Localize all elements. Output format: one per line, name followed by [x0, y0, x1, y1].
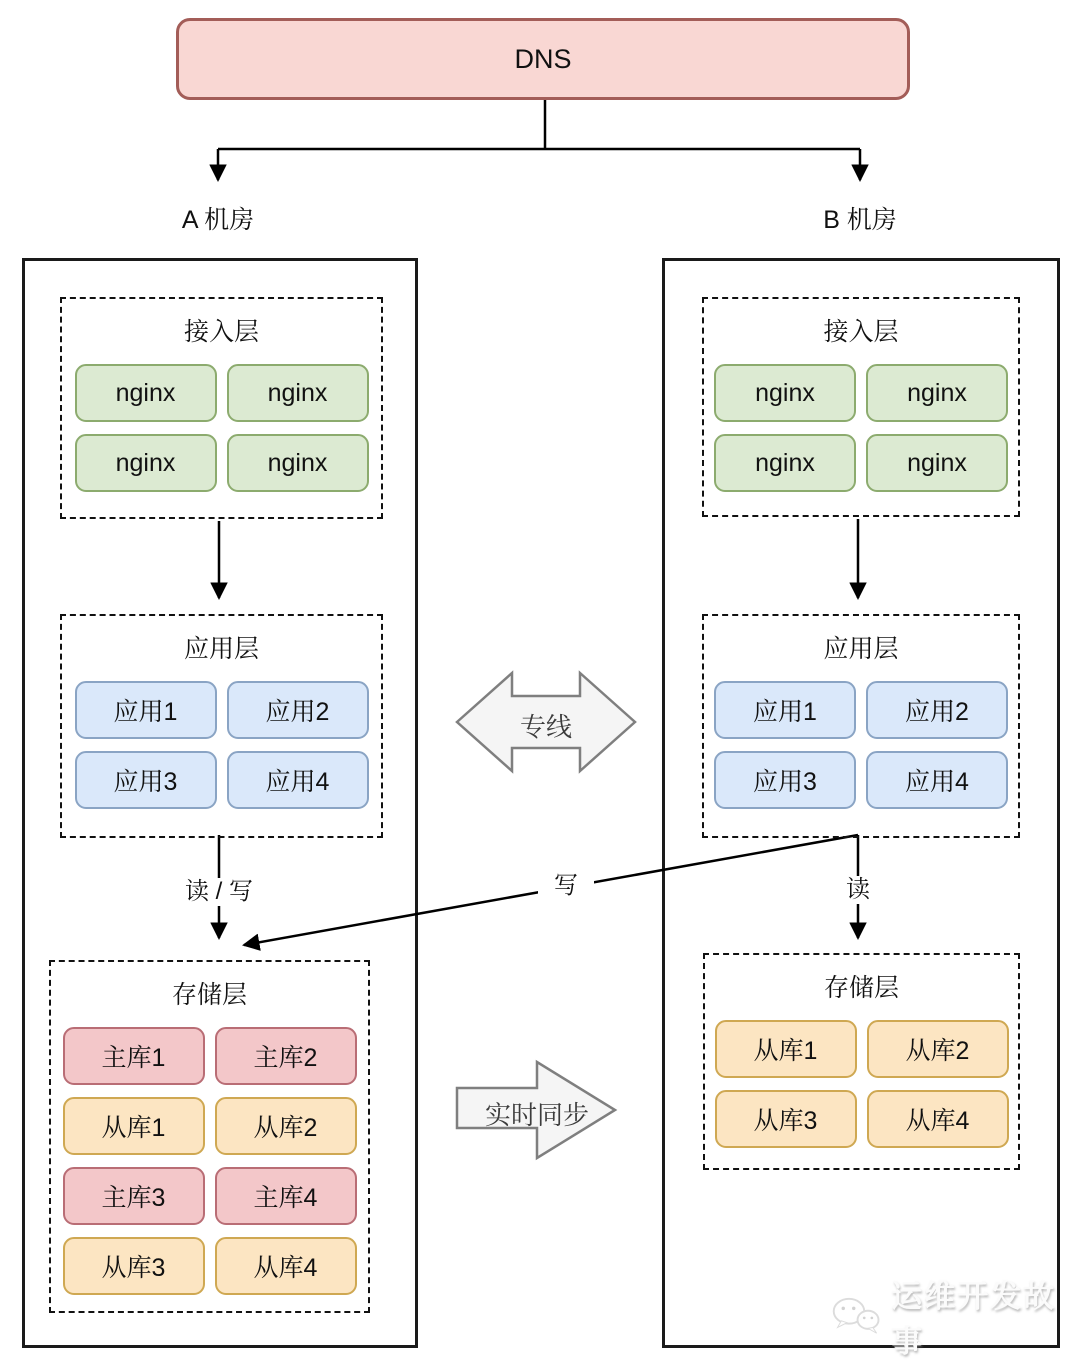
dedicated-line-label: 专线 [519, 712, 572, 742]
watermark [828, 1279, 1080, 1359]
a-app-node-3: 应用3 [75, 751, 217, 809]
a-slave-db-1: 从库1 [63, 1097, 205, 1155]
a-read-write-label: 读 / 写 [169, 878, 269, 906]
a-master-db-2: 主库2 [215, 1027, 357, 1085]
b-app-node-4: 应用4 [866, 751, 1008, 809]
b-app-node-1: 应用1 [714, 681, 856, 739]
a-app-node-1: 应用1 [75, 681, 217, 739]
datacenter-a-title: A 机房 [181, 206, 255, 234]
watermark-text: 运维开发故事 [891, 1279, 1057, 1359]
a-slave-db-2: 从库2 [215, 1097, 357, 1155]
a-nginx-node-3: nginx [75, 434, 217, 492]
b-nginx-node-1: nginx [714, 364, 856, 422]
b-app-layer-title: 应用层 [823, 635, 899, 663]
a-storage-layer [49, 960, 370, 1313]
b-app-node-3: 应用3 [714, 751, 856, 809]
b-slave-db-3: 从库3 [715, 1090, 857, 1148]
wechat-icon [828, 1293, 883, 1339]
a-app-node-2: 应用2 [227, 681, 369, 739]
a-app-layer [60, 614, 383, 838]
a-app-node-4: 应用4 [227, 751, 369, 809]
b-storage-layer [703, 953, 1020, 1170]
b-app-node-2: 应用2 [866, 681, 1008, 739]
b-nginx-node-3: nginx [714, 434, 856, 492]
a-storage-layer-title: 存储层 [171, 981, 247, 1009]
cross-write-label: 写 [538, 872, 594, 900]
a-slave-db-4: 从库4 [215, 1237, 357, 1295]
a-nginx-node-4: nginx [227, 434, 369, 492]
a-nginx-node-1: nginx [75, 364, 217, 422]
a-master-db-3: 主库3 [63, 1167, 205, 1225]
a-access-layer [60, 297, 383, 519]
b-nginx-node-4: nginx [866, 434, 1008, 492]
b-access-layer-title: 接入层 [823, 318, 899, 346]
dns-node: DNS [176, 18, 910, 100]
b-slave-db-4: 从库4 [867, 1090, 1009, 1148]
b-nginx-node-2: nginx [866, 364, 1008, 422]
datacenter-b-title: B 机房 [823, 206, 897, 234]
b-slave-db-2: 从库2 [867, 1020, 1009, 1078]
b-slave-db-1: 从库1 [715, 1020, 857, 1078]
b-app-layer [702, 614, 1020, 838]
realtime-sync-label: 实时同步 [484, 1100, 589, 1130]
a-master-db-4: 主库4 [215, 1167, 357, 1225]
a-nginx-node-2: nginx [227, 364, 369, 422]
b-storage-layer-title: 存储层 [823, 974, 899, 1002]
a-app-layer-title: 应用层 [183, 635, 259, 663]
a-master-db-1: 主库1 [63, 1027, 205, 1085]
a-access-layer-title: 接入层 [183, 318, 259, 346]
a-slave-db-3: 从库3 [63, 1237, 205, 1295]
b-read-label: 读 [826, 876, 890, 904]
b-access-layer [702, 297, 1020, 517]
